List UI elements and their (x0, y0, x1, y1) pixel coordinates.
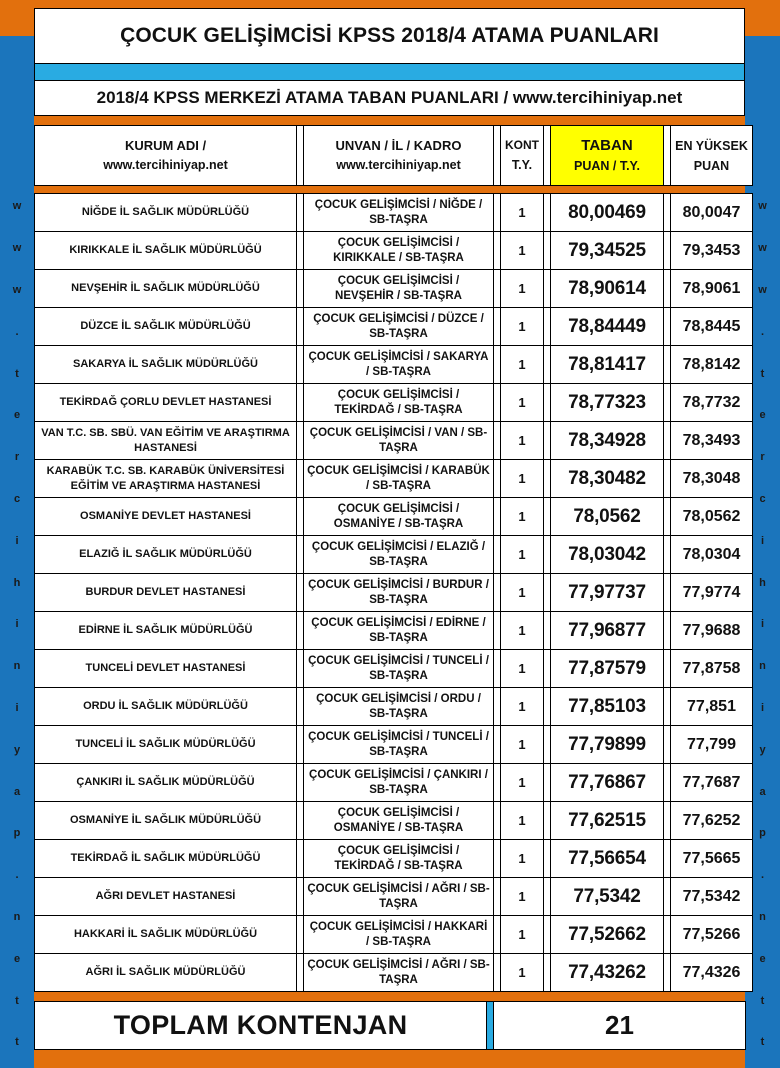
row-separator (297, 270, 304, 308)
cell-kontenjan: 1 (501, 194, 544, 232)
watermark-letter: w (758, 283, 767, 296)
column-header-enyuksek-line1: EN YÜKSEK (675, 138, 748, 153)
cell-kontenjan: 1 (501, 612, 544, 650)
watermark-letter: . (760, 869, 765, 882)
cell-taban-puan: 78,84449 (551, 308, 664, 346)
table-row (35, 688, 753, 726)
watermark-letter: e (13, 409, 21, 422)
cell-kontenjan: 1 (501, 916, 544, 954)
cyan-divider (34, 64, 745, 80)
cell-kurum: TUNCELİ DEVLET HASTANESİ (35, 650, 297, 688)
row-separator (297, 384, 304, 422)
row-separator (544, 536, 551, 574)
row-separator (494, 536, 501, 574)
row-separator (494, 422, 501, 460)
column-header-unvan-line1: UNVAN / İL / KADRO (335, 138, 462, 154)
row-separator (544, 954, 551, 992)
cell-en-yuksek-puan: 78,0304 (671, 536, 753, 574)
table-row (35, 308, 753, 346)
watermark-letter: w (758, 200, 767, 213)
watermark-letter: w (12, 283, 22, 296)
cell-kurum: AĞRI DEVLET HASTANESİ (35, 878, 297, 916)
total-row (35, 1002, 746, 1050)
cell-kontenjan: 1 (501, 346, 544, 384)
cell-kurum: TEKİRDAĞ İL SAĞLIK MÜDÜRLÜĞÜ (35, 840, 297, 878)
cell-kurum: NİĞDE İL SAĞLIK MÜDÜRLÜĞÜ (35, 194, 297, 232)
page-subtitle-text: 2018/4 KPSS MERKEZİ ATAMA TABAN PUANLARI / www.tercihiniyap.net (96, 88, 683, 107)
table-row (35, 954, 753, 992)
row-separator (544, 232, 551, 270)
watermark-letter: t (760, 367, 765, 380)
row-separator (494, 346, 501, 384)
watermark-letter: . (15, 869, 19, 882)
cell-kontenjan: 1 (501, 460, 544, 498)
watermark-letter: e (759, 952, 766, 965)
cell-taban-puan: 78,03042 (551, 536, 664, 574)
cell-en-yuksek-puan: 78,0562 (671, 498, 753, 536)
row-separator (544, 498, 551, 536)
cell-taban-puan: 77,52662 (551, 916, 664, 954)
row-separator (664, 498, 671, 536)
row-separator (664, 574, 671, 612)
cell-en-yuksek-puan: 77,6252 (671, 802, 753, 840)
cell-unvan: ÇOCUK GELİŞİMCİSİ / SAKARYA / SB-TAŞRA (304, 346, 494, 384)
cell-kontenjan: 1 (501, 802, 544, 840)
row-separator (297, 916, 304, 954)
orange-divider-bottom (34, 992, 745, 1001)
row-separator (297, 650, 304, 688)
row-separator (297, 536, 304, 574)
row-separator (544, 688, 551, 726)
table-row (35, 574, 753, 612)
row-separator (544, 840, 551, 878)
row-separator (297, 346, 304, 384)
watermark-letter: t (760, 994, 765, 1007)
cell-taban-puan: 77,56654 (551, 840, 664, 878)
cell-unvan: ÇOCUK GELİŞİMCİSİ / HAKKARİ / SB-TAŞRA (304, 916, 494, 954)
cell-kurum: ÇANKIRI İL SAĞLIK MÜDÜRLÜĞÜ (35, 764, 297, 802)
row-separator (297, 764, 304, 802)
column-header-en-yuksek-puan (671, 126, 753, 186)
table-row (35, 270, 753, 308)
row-separator (297, 308, 304, 346)
cell-taban-puan: 77,96877 (551, 612, 664, 650)
watermark-letter: n (13, 910, 21, 923)
cell-taban-puan: 77,76867 (551, 764, 664, 802)
page-subtitle (34, 80, 745, 116)
column-header-kurum (35, 126, 297, 186)
scores-table-body (34, 193, 753, 992)
row-separator (664, 422, 671, 460)
cell-unvan: ÇOCUK GELİŞİMCİSİ / OSMANİYE / SB-TAŞRA (304, 498, 494, 536)
cell-taban-puan: 78,81417 (551, 346, 664, 384)
row-separator (494, 916, 501, 954)
cell-en-yuksek-puan: 77,9774 (671, 574, 753, 612)
row-separator (664, 650, 671, 688)
total-label: TOPLAM KONTENJAN (35, 1002, 487, 1050)
column-header-kurum-line1: KURUM ADI / (124, 138, 207, 154)
watermark-letter: w (12, 242, 22, 255)
row-separator (544, 916, 551, 954)
cell-taban-puan: 77,62515 (551, 802, 664, 840)
cell-unvan: ÇOCUK GELİŞİMCİSİ / NEVŞEHİR / SB-TAŞRA (304, 270, 494, 308)
row-separator (664, 916, 671, 954)
cell-kurum: VAN T.C. SB. SBÜ. VAN EĞİTİM VE ARAŞTIRMA HASTANESİ (35, 422, 297, 460)
row-separator (664, 270, 671, 308)
cell-unvan: ÇOCUK GELİŞİMCİSİ / BURDUR / SB-TAŞRA (304, 574, 494, 612)
cell-unvan: ÇOCUK GELİŞİMCİSİ / OSMANİYE / SB-TAŞRA (304, 802, 494, 840)
watermark-letter: a (759, 785, 766, 798)
cell-taban-puan: 78,77323 (551, 384, 664, 422)
watermark-letter: i (15, 534, 19, 547)
cell-unvan: ÇOCUK GELİŞİMCİSİ / AĞRI / SB-TAŞRA (304, 878, 494, 916)
cell-unvan: ÇOCUK GELİŞİMCİSİ / TUNCELİ / SB-TAŞRA (304, 726, 494, 764)
table-row (35, 802, 753, 840)
row-separator (664, 536, 671, 574)
row-separator (297, 802, 304, 840)
cell-unvan: ÇOCUK GELİŞİMCİSİ / EDİRNE / SB-TAŞRA (304, 612, 494, 650)
row-separator (297, 612, 304, 650)
column-header-taban-puan (551, 126, 664, 186)
cell-en-yuksek-puan: 77,799 (671, 726, 753, 764)
header-separator (664, 126, 671, 186)
cell-kurum: DÜZCE İL SAĞLIK MÜDÜRLÜĞÜ (35, 308, 297, 346)
watermark-letter: e (759, 409, 766, 422)
watermark-letter: c (759, 492, 766, 505)
watermark-letter: t (760, 1036, 765, 1049)
cell-kontenjan: 1 (501, 878, 544, 916)
table-row (35, 726, 753, 764)
watermark-letter: w (758, 242, 767, 255)
cell-kurum: KARABÜK T.C. SB. KARABÜK ÜNİVERSİTESİ EĞİTİM VE ARAŞTIRMA HASTANESİ (35, 460, 297, 498)
cell-taban-puan: 77,85103 (551, 688, 664, 726)
row-separator (544, 460, 551, 498)
table-row (35, 840, 753, 878)
cell-en-yuksek-puan: 77,5266 (671, 916, 753, 954)
cell-taban-puan: 78,90614 (551, 270, 664, 308)
row-separator (494, 498, 501, 536)
row-separator (494, 308, 501, 346)
cell-kurum: SAKARYA İL SAĞLIK MÜDÜRLÜĞÜ (35, 346, 297, 384)
row-separator (664, 612, 671, 650)
cell-taban-puan: 77,43262 (551, 954, 664, 992)
cell-kontenjan: 1 (501, 498, 544, 536)
content-column (34, 8, 748, 1059)
header-separator (297, 126, 304, 186)
page-title (34, 8, 745, 64)
row-separator (664, 726, 671, 764)
row-separator (664, 194, 671, 232)
column-header-taban-line2: PUAN / T.Y. (574, 159, 640, 174)
watermark-letter: p (759, 827, 766, 840)
watermark-letter: n (759, 910, 766, 923)
row-separator (544, 574, 551, 612)
cell-unvan: ÇOCUK GELİŞİMCİSİ / AĞRI / SB-TAŞRA (304, 954, 494, 992)
row-separator (544, 308, 551, 346)
row-separator (297, 878, 304, 916)
cell-kontenjan: 1 (501, 308, 544, 346)
header-separator (494, 126, 501, 186)
table-row (35, 498, 753, 536)
row-separator (544, 194, 551, 232)
row-separator (297, 194, 304, 232)
row-separator (494, 194, 501, 232)
cell-en-yuksek-puan: 78,3493 (671, 422, 753, 460)
orange-divider-header (34, 186, 745, 193)
row-separator (544, 384, 551, 422)
cell-kurum: EDİRNE İL SAĞLIK MÜDÜRLÜĞÜ (35, 612, 297, 650)
left-watermark-rail (0, 36, 34, 1068)
row-separator (664, 878, 671, 916)
cell-en-yuksek-puan: 77,5665 (671, 840, 753, 878)
cell-en-yuksek-puan: 78,8445 (671, 308, 753, 346)
row-separator (297, 498, 304, 536)
cell-en-yuksek-puan: 77,8758 (671, 650, 753, 688)
watermark-letter: e (13, 952, 21, 965)
column-header-unvan (304, 126, 494, 186)
cell-en-yuksek-puan: 77,4326 (671, 954, 753, 992)
cell-kurum: OSMANİYE İL SAĞLIK MÜDÜRLÜĞÜ (35, 802, 297, 840)
orange-divider-top (34, 116, 745, 125)
cell-taban-puan: 78,34928 (551, 422, 664, 460)
watermark-letter: n (13, 660, 21, 673)
row-separator (297, 840, 304, 878)
row-separator (494, 232, 501, 270)
cell-kurum: HAKKARİ İL SAĞLIK MÜDÜRLÜĞÜ (35, 916, 297, 954)
watermark-letter: c (13, 492, 21, 505)
cell-kontenjan: 1 (501, 650, 544, 688)
cell-unvan: ÇOCUK GELİŞİMCİSİ / TEKİRDAĞ / SB-TAŞRA (304, 840, 494, 878)
row-separator (544, 612, 551, 650)
cell-en-yuksek-puan: 77,7687 (671, 764, 753, 802)
page-title-text: ÇOCUK GELİŞİMCİSİ KPSS 2018/4 ATAMA PUANLARI (120, 24, 659, 47)
watermark-letter: t (15, 367, 19, 380)
row-separator (494, 954, 501, 992)
watermark-letter: i (760, 534, 765, 547)
watermark-letter: p (13, 827, 21, 840)
cell-unvan: ÇOCUK GELİŞİMCİSİ / ÇANKIRI / SB-TAŞRA (304, 764, 494, 802)
column-header-enyuksek-line2: PUAN (693, 158, 730, 173)
cell-en-yuksek-puan: 80,0047 (671, 194, 753, 232)
row-separator (544, 270, 551, 308)
orange-divider-footer (34, 1050, 745, 1059)
watermark-letter: r (14, 451, 20, 464)
watermark-letter: . (15, 325, 19, 338)
column-header-taban-line1: TABAN (581, 136, 633, 154)
column-header-unvan-line2: www.tercihiniyap.net (336, 157, 461, 172)
cell-kurum: TUNCELİ İL SAĞLIK MÜDÜRLÜĞÜ (35, 726, 297, 764)
total-value: 21 (494, 1002, 746, 1050)
row-separator (297, 460, 304, 498)
cell-kontenjan: 1 (501, 574, 544, 612)
table-row (35, 536, 753, 574)
row-separator (494, 726, 501, 764)
cell-kurum: OSMANİYE DEVLET HASTANESİ (35, 498, 297, 536)
row-separator (544, 346, 551, 384)
cell-en-yuksek-puan: 79,3453 (671, 232, 753, 270)
scores-table (34, 125, 753, 186)
row-separator (494, 764, 501, 802)
cell-unvan: ÇOCUK GELİŞİMCİSİ / VAN / SB-TAŞRA (304, 422, 494, 460)
watermark-letter: h (759, 576, 766, 589)
row-separator (297, 726, 304, 764)
row-separator (664, 954, 671, 992)
watermark-letter: y (759, 743, 766, 756)
watermark-letter: y (13, 743, 21, 756)
table-row (35, 194, 753, 232)
row-separator (544, 422, 551, 460)
row-separator (664, 688, 671, 726)
cell-unvan: ÇOCUK GELİŞİMCİSİ / KIRIKKALE / SB-TAŞRA (304, 232, 494, 270)
watermark-letter: w (12, 200, 22, 213)
row-separator (664, 384, 671, 422)
cell-kontenjan: 1 (501, 384, 544, 422)
cell-taban-puan: 77,87579 (551, 650, 664, 688)
row-separator (544, 878, 551, 916)
row-separator (297, 688, 304, 726)
row-separator (494, 840, 501, 878)
table-row (35, 764, 753, 802)
column-header-kont (501, 126, 544, 186)
table-row (35, 650, 753, 688)
row-separator (494, 270, 501, 308)
cell-kurum: NEVŞEHİR İL SAĞLIK MÜDÜRLÜĞÜ (35, 270, 297, 308)
cell-taban-puan: 78,30482 (551, 460, 664, 498)
cell-en-yuksek-puan: 78,9061 (671, 270, 753, 308)
table-row (35, 916, 753, 954)
cell-unvan: ÇOCUK GELİŞİMCİSİ / KARABÜK / SB-TAŞRA (304, 460, 494, 498)
column-header-kont-line1: KONT (505, 137, 539, 152)
cell-taban-puan: 77,5342 (551, 878, 664, 916)
cell-unvan: ÇOCUK GELİŞİMCİSİ / NİĞDE / SB-TAŞRA (304, 194, 494, 232)
cell-en-yuksek-puan: 77,5342 (671, 878, 753, 916)
table-row (35, 384, 753, 422)
cell-kontenjan: 1 (501, 688, 544, 726)
table-row (35, 612, 753, 650)
cell-kontenjan: 1 (501, 954, 544, 992)
row-separator (664, 840, 671, 878)
row-separator (664, 764, 671, 802)
table-header-row (35, 126, 753, 186)
row-separator (664, 308, 671, 346)
cell-kurum: TEKİRDAĞ ÇORLU DEVLET HASTANESİ (35, 384, 297, 422)
cell-kontenjan: 1 (501, 840, 544, 878)
row-separator (297, 422, 304, 460)
total-separator (487, 1002, 494, 1050)
watermark-letter: . (760, 325, 765, 338)
row-separator (664, 460, 671, 498)
watermark-letter: t (15, 994, 19, 1007)
cell-taban-puan: 79,34525 (551, 232, 664, 270)
cell-taban-puan: 80,00469 (551, 194, 664, 232)
table-row (35, 346, 753, 384)
column-header-kont-line2: T.Y. (511, 158, 533, 173)
column-header-kurum-line2: www.tercihiniyap.net (103, 157, 228, 172)
row-separator (494, 688, 501, 726)
row-separator (544, 650, 551, 688)
cell-kurum: ORDU İL SAĞLIK MÜDÜRLÜĞÜ (35, 688, 297, 726)
row-separator (494, 574, 501, 612)
cell-taban-puan: 77,97737 (551, 574, 664, 612)
cell-unvan: ÇOCUK GELİŞİMCİSİ / ORDU / SB-TAŞRA (304, 688, 494, 726)
watermark-letter: n (759, 660, 766, 673)
cell-kontenjan: 1 (501, 536, 544, 574)
cell-unvan: ÇOCUK GELİŞİMCİSİ / ELAZIĞ / SB-TAŞRA (304, 536, 494, 574)
cell-kontenjan: 1 (501, 270, 544, 308)
watermark-letter: h (13, 576, 21, 589)
row-separator (297, 232, 304, 270)
watermark-letter: i (15, 618, 19, 631)
cell-kontenjan: 1 (501, 232, 544, 270)
watermark-letter: t (15, 1036, 19, 1049)
cell-kurum: ELAZIĞ İL SAĞLIK MÜDÜRLÜĞÜ (35, 536, 297, 574)
cell-kurum: AĞRI İL SAĞLIK MÜDÜRLÜĞÜ (35, 954, 297, 992)
cell-kontenjan: 1 (501, 764, 544, 802)
cell-en-yuksek-puan: 77,9688 (671, 612, 753, 650)
cell-en-yuksek-puan: 78,7732 (671, 384, 753, 422)
row-separator (544, 726, 551, 764)
cell-unvan: ÇOCUK GELİŞİMCİSİ / TEKİRDAĞ / SB-TAŞRA (304, 384, 494, 422)
table-row (35, 878, 753, 916)
row-separator (664, 232, 671, 270)
table-row (35, 460, 753, 498)
watermark-letter: a (13, 785, 21, 798)
row-separator (544, 802, 551, 840)
cell-unvan: ÇOCUK GELİŞİMCİSİ / DÜZCE / SB-TAŞRA (304, 308, 494, 346)
row-separator (664, 346, 671, 384)
total-row-table (34, 1001, 746, 1050)
row-separator (494, 612, 501, 650)
row-separator (494, 878, 501, 916)
cell-taban-puan: 77,79899 (551, 726, 664, 764)
row-separator (494, 650, 501, 688)
row-separator (494, 802, 501, 840)
cell-kontenjan: 1 (501, 726, 544, 764)
table-row (35, 232, 753, 270)
row-separator (494, 460, 501, 498)
watermark-letter: i (15, 701, 19, 714)
cell-kurum: KIRIKKALE İL SAĞLIK MÜDÜRLÜĞÜ (35, 232, 297, 270)
watermark-letter: r (760, 451, 765, 464)
watermark-letter: i (760, 618, 765, 631)
cell-taban-puan: 78,0562 (551, 498, 664, 536)
table-row (35, 422, 753, 460)
watermark-letter: i (760, 701, 765, 714)
row-separator (494, 384, 501, 422)
row-separator (297, 574, 304, 612)
cell-kurum: BURDUR DEVLET HASTANESİ (35, 574, 297, 612)
row-separator (297, 954, 304, 992)
row-separator (544, 764, 551, 802)
row-separator (664, 802, 671, 840)
cell-en-yuksek-puan: 77,851 (671, 688, 753, 726)
cell-en-yuksek-puan: 78,3048 (671, 460, 753, 498)
cell-kontenjan: 1 (501, 422, 544, 460)
cell-en-yuksek-puan: 78,8142 (671, 346, 753, 384)
cell-unvan: ÇOCUK GELİŞİMCİSİ / TUNCELİ / SB-TAŞRA (304, 650, 494, 688)
header-separator (544, 126, 551, 186)
